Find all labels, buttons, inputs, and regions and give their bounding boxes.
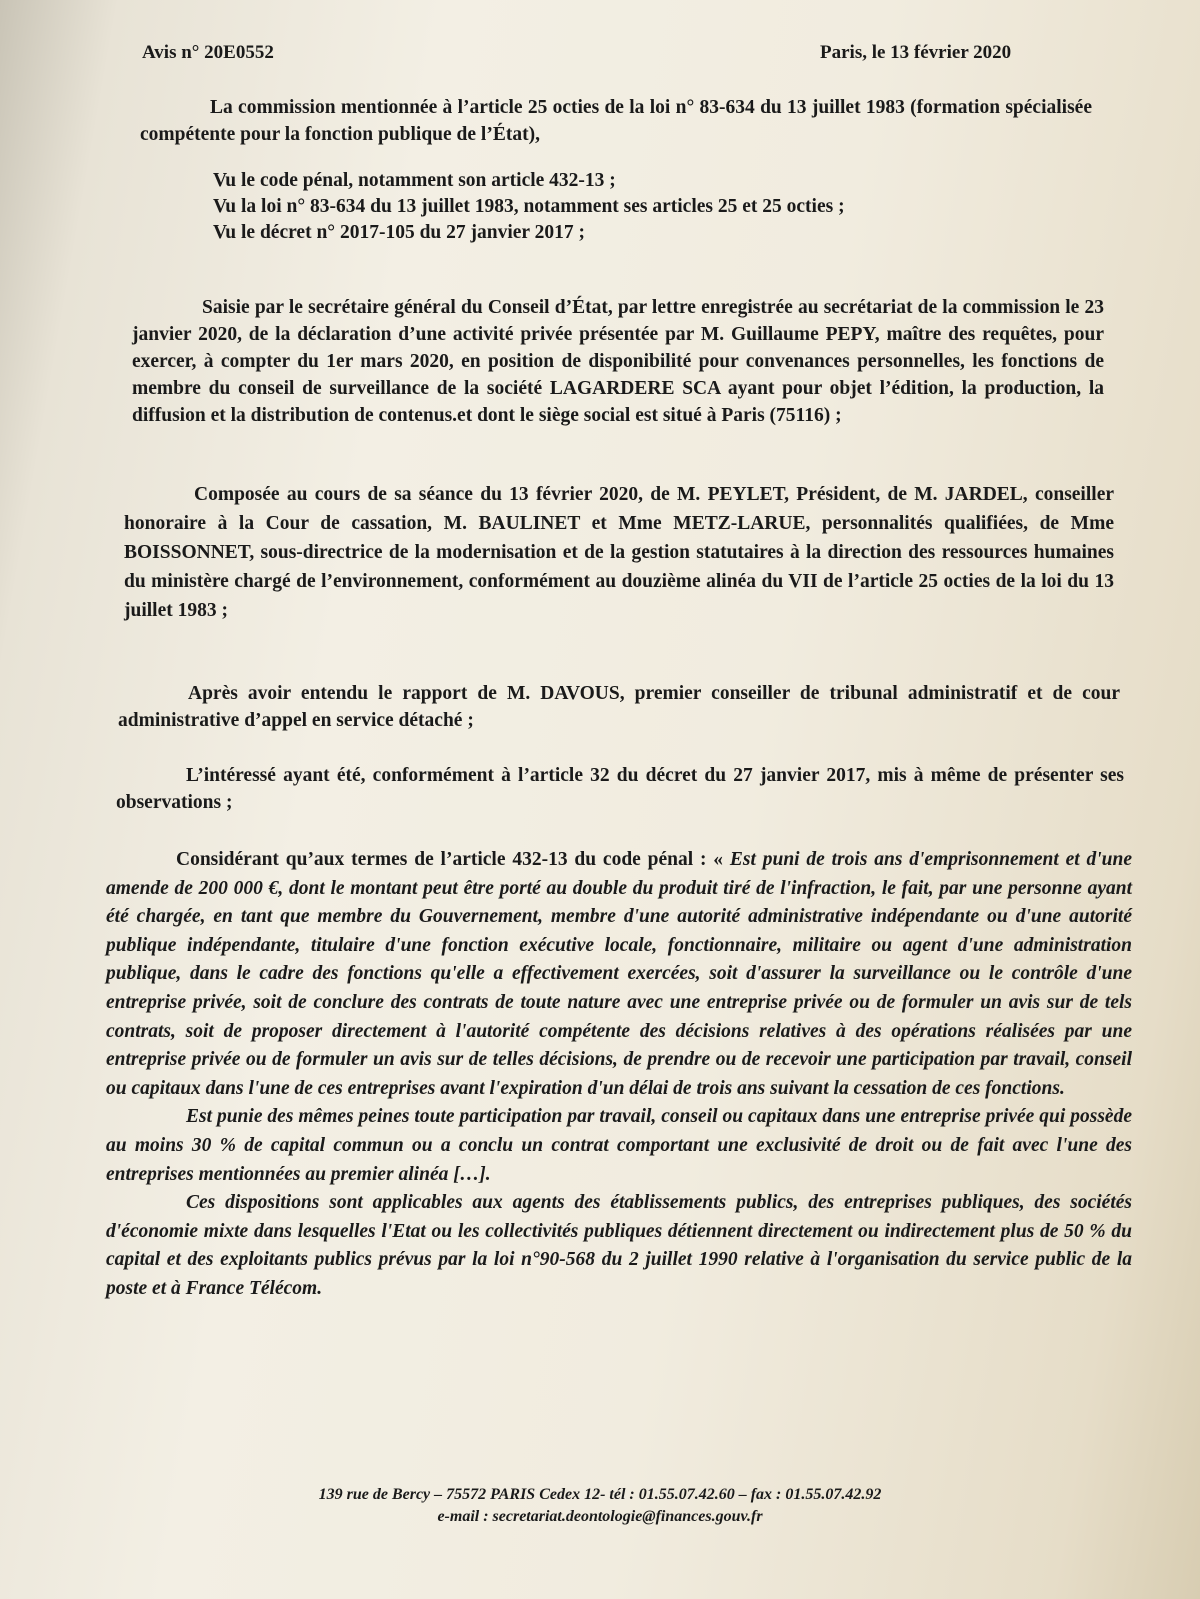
interesse-paragraph: L’intéressé ayant été, conformément à l’article 32 du décret du 27 janvier 2017, mis à même de présenter ses observations ;: [116, 765, 1124, 813]
composee-paragraph: Composée au cours de sa séance du 13 février 2020, de M. PEYLET, Président, de M. JARDEL, conseiller honoraire à la Cour de cassation, M. BAULINET et Mme METZ-LARUE, personnalités qualifiées, de Mme BOISSONNET, sous-directrice de la modernisation et de la gestion statutaires à la direction des ressources humaines du ministère chargé de l’environnement, conformément au douzième alinéa du VII de l’article 25 octies de la loi du 13 juillet 1983 ;: [124, 484, 1114, 621]
footer-address: 139 rue de Bercy – 75572 PARIS Cedex 12- tél : 01.55.07.42.60 – fax : 01.55.07.42.92: [318, 1486, 882, 1503]
saisie-paragraph: Saisie par le secrétaire général du Conseil d’État, par lettre enregistrée au secrétariat de la commission le 23 janvier 2020, de la déclaration d’une activité privée présentée par M. Guillaume PEPY, maître des requêtes, pour exercer, à compter du 1er mars 2020, en position de disponibilité pour convenances personnelles, les fonctions de membre du conseil de surveillance de la société LAGARDERE SCA ayant pour objet l’édition, la production, la diffusion et la distribution de contenus.et dont le siège social est situé à Paris (75116) ;: [132, 297, 1104, 426]
quote-second-alinea: Est punie des mêmes peines toute participation par travail, conseil ou capitaux dans une entreprise privée qui possède au moins 30 % de capital commun ou a conclu un contrat comportant une exclusivité de droit ou de fait avec l'une des entreprises mentionnées au premier alinéa […].: [106, 1106, 1132, 1185]
vu-item: Vu le code pénal, notamment son article 432-13 ;: [213, 170, 616, 191]
vu-list: [213, 168, 845, 246]
avis-reference: Avis n° 20E0552: [142, 42, 274, 63]
vu-item: Vu le décret n° 2017-105 du 27 janvier 2017 ;: [213, 222, 585, 243]
intro-paragraph: La commission mentionnée à l’article 25 octies de la loi n° 83-634 du 13 juillet 1983 (formation spécialisée compétente pour la fonction publique de l’État),: [140, 97, 1092, 145]
vu-item: Vu la loi n° 83-634 du 13 juillet 1983, notamment ses articles 25 et 25 octies ;: [213, 196, 845, 217]
apres-paragraph: Après avoir entendu le rapport de M. DAVOUS, premier conseiller de tribunal administratif et de cour administrative d’appel en service détaché ;: [118, 683, 1120, 731]
document-footer: [0, 1484, 1200, 1528]
quote-first-alinea: Est puni de trois ans d'emprisonnement et d'une amende de 200 000 €, dont le montant peut être porté au double du produit tiré de l'infraction, le fait, par une personne ayant été chargée, en tant que membre du Gouvernement, membre d'une autorité administrative indépendante ou d'une autorité publique indépendante, titulaire d'une fonction exécutive locale, fonctionnaire, militaire ou agent d'une administration publique, dans le cadre des fonctions qu'elle a effectivement exercées, soit d'assurer la surveillance ou le contrôle d'une entreprise privée, soit de conclure des contrats de toute nature avec une entreprise privée ou de formuler un avis sur de tels contrats, soit de proposer directement à l'autorité compétente des décisions relatives à des opérations réalisées par une entreprise privée ou de formuler un avis sur de telles décisions, de prendre ou de recevoir une participation par travail, conseil ou capitaux dans l'une de ces entreprises avant l'expiration d'un délai de trois ans suivant la cessation de ces fonctions.: [106, 849, 1132, 1099]
document-date: Paris, le 13 février 2020: [820, 42, 1012, 63]
quote-third-alinea: Ces dispositions sont applicables aux agents des établissements publics, des entreprises publiques, des sociétés d'économie mixte dans lesquelles l'Etat ou les collectivités publiques détiennent directement ou indirectement plus de 50 % du capital et des exploitants publics prévus par la loi n°90-568 du 2 juillet 1990 relative à l'organisation du service public de la poste et à France Télécom.: [106, 1192, 1132, 1299]
considerant-paragraph: [106, 846, 1132, 1304]
footer-email: e-mail : secretariat.deontologie@finances.gouv.fr: [437, 1508, 763, 1525]
considerant-lead: Considérant qu’aux termes de l’article 432-13 du code pénal : «: [176, 849, 730, 870]
